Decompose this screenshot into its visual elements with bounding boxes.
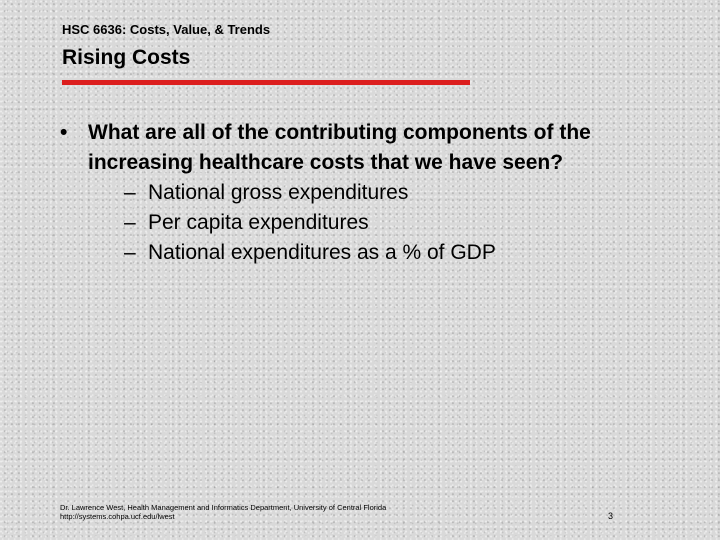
footer-url-link[interactable]: http://systems.cohpa.ucf.edu/lwest bbox=[60, 512, 175, 521]
course-title: HSC 6636: Costs, Value, & Trends bbox=[62, 22, 271, 37]
dash-icon: – bbox=[124, 241, 136, 264]
dash-icon: – bbox=[124, 211, 136, 234]
dash-icon: – bbox=[124, 181, 136, 204]
page-number: 3 bbox=[608, 511, 614, 521]
sub-bullet-text: National expenditures as a % of GDP bbox=[148, 241, 496, 264]
sub-bullet-item bbox=[88, 208, 660, 238]
bullet-question-text: What are all of the contributing components of the increasing healthcare costs that we have seen? bbox=[88, 121, 591, 174]
footer-credits bbox=[60, 503, 386, 521]
sub-bullet-list bbox=[88, 178, 660, 268]
slide-content bbox=[60, 118, 660, 268]
bullet-icon: • bbox=[60, 121, 68, 144]
sub-bullet-item bbox=[88, 238, 660, 268]
slide-title: Rising Costs bbox=[62, 46, 191, 69]
sub-bullet-item bbox=[88, 178, 660, 208]
sub-bullet-text: National gross expenditures bbox=[148, 181, 409, 204]
sub-bullet-text: Per capita expenditures bbox=[148, 211, 369, 234]
bullet-item bbox=[60, 118, 660, 268]
title-underline bbox=[62, 80, 470, 85]
footer-author-line: Dr. Lawrence West, Health Management and Informatics Department, University of Central Florida bbox=[60, 503, 387, 512]
